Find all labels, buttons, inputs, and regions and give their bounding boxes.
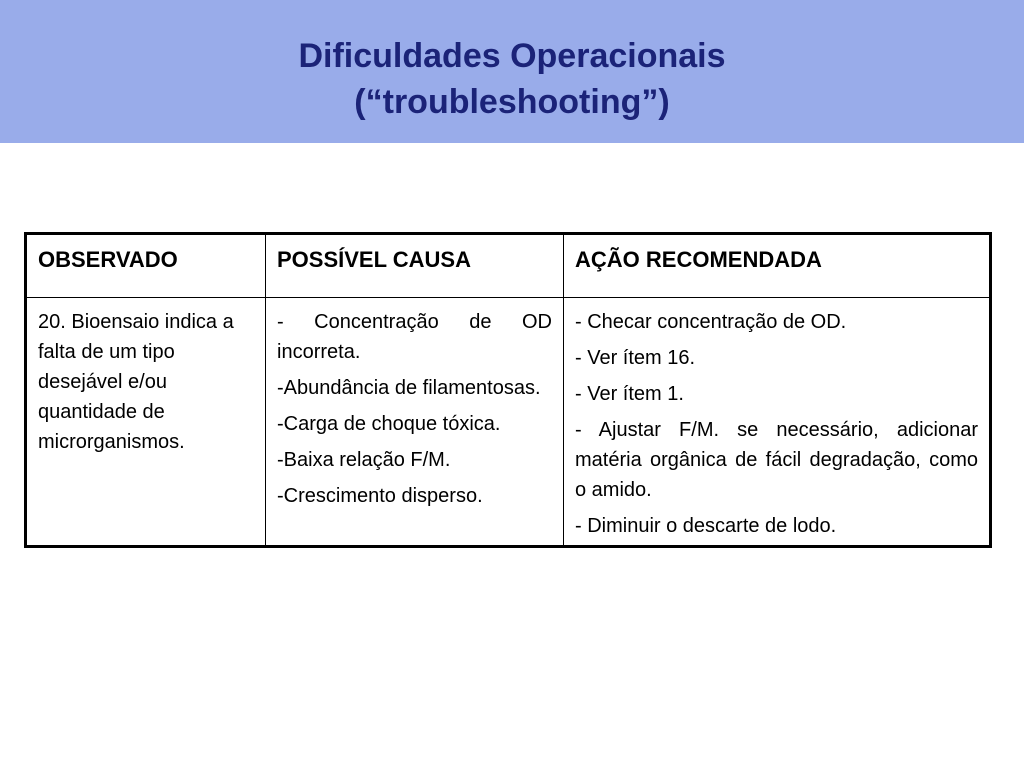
acao-item: - Checar concentração de OD. — [575, 311, 847, 333]
causa-item: - Concentração de OD incorreta. — [277, 311, 552, 363]
slide-title-line-1: Dificuldades Operacionais — [298, 37, 726, 75]
cell-observado: 20. Bioensaio indica a falta de um tipo desejável e/ou quantidade de microrganismos. — [26, 298, 266, 547]
acao-item: - Diminuir o descarte de lodo. — [575, 515, 837, 537]
header-observado: OBSERVADO — [26, 234, 266, 298]
acao-item: - Ver ítem 1. — [575, 383, 684, 405]
cell-acao-recomendada — [564, 298, 991, 547]
acao-item: - Ajustar F/M. se necessário, adicionar matéria orgânica de fácil degradação, como o amido. — [575, 419, 978, 501]
slide-title-line-2: (“troubleshooting”) — [354, 83, 670, 121]
cell-possivel-causa — [266, 298, 564, 547]
table-row — [26, 298, 991, 547]
causa-item: -Abundância de filamentosas. — [277, 377, 541, 399]
table-header-row — [26, 234, 991, 298]
acao-item: - Ver ítem 16. — [575, 347, 696, 369]
troubleshooting-table — [24, 232, 992, 548]
causa-item: -Crescimento disperso. — [277, 485, 483, 507]
causa-item: -Baixa relação F/M. — [277, 449, 451, 471]
header-acao-recomendada: AÇÃO RECOMENDADA — [564, 234, 991, 298]
header-possivel-causa: POSSÍVEL CAUSA — [266, 234, 564, 298]
causa-item: -Carga de choque tóxica. — [277, 413, 501, 435]
slide-title — [0, 33, 1024, 125]
title-banner — [0, 0, 1024, 143]
